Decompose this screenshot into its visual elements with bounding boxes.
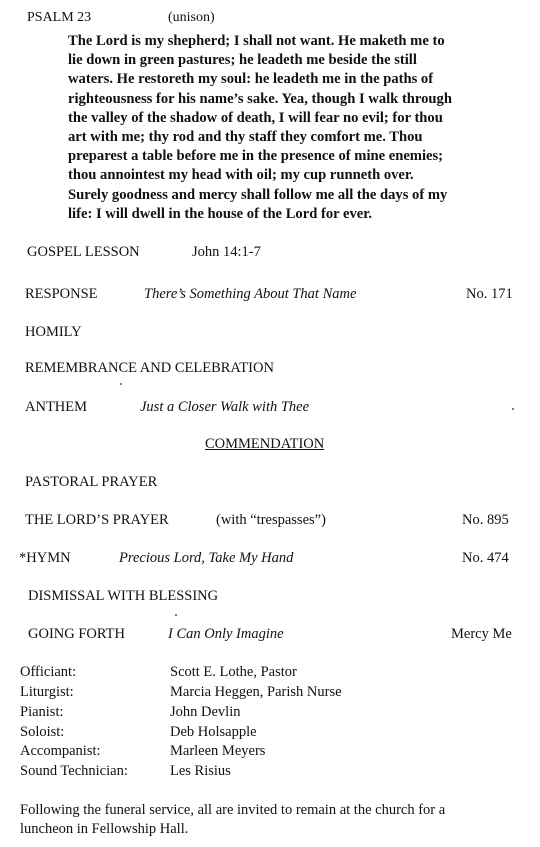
psalm-line: waters. He restoreth my soul: he leadeth me in the paths of [68,71,434,88]
scan-speck [120,383,122,385]
psalm-line: preparest a table before me in the presence of mine enemies; [68,148,444,165]
credit-role: Officiant: [20,664,77,680]
credit-name: Les Risius [170,763,231,779]
response-number: No. 171 [466,286,513,302]
pastoral-prayer-label: PASTORAL PRAYER [25,474,158,490]
closing-line: luncheon in Fellowship Hall. [20,821,189,837]
lords-prayer-note: (with “trespasses”) [216,512,326,528]
scan-speck [175,614,177,616]
anthem-title: Just a Closer Walk with Thee [140,399,310,415]
psalm-line: Surely goodness and mercy shall follow me all the days of my [68,186,448,203]
gospel-lesson-reference: John 14:1-7 [192,244,261,260]
psalm-line: lie down in green pastures; he leadeth me beside the still [68,52,417,69]
psalm-line: art with me; thy rod and thy staff they comfort me. Thou [68,129,423,146]
remembrance-label: REMEMBRANCE AND CELEBRATION [25,360,274,376]
credit-name: John Devlin [170,704,241,720]
psalm-line: thou annointest my head with oil; my cup runneth over. [68,167,414,184]
closing-line: Following the funeral service, all are invited to remain at the church for a [20,802,446,818]
gospel-lesson-label: GOSPEL LESSON [27,244,140,260]
psalm-note: (unison) [168,10,215,25]
response-label: RESPONSE [25,286,98,302]
psalm-line: The Lord is my shepherd; I shall not want. He maketh me to [68,33,445,49]
credit-name: Scott E. Lothe, Pastor [170,664,297,680]
dismissal-label: DISMISSAL WITH BLESSING [28,588,219,604]
homily-label: HOMILY [25,324,82,340]
response-title: There’s Something About That Name [144,286,357,302]
credit-name: Deb Holsapple [170,724,257,740]
hymn-title: Precious Lord, Take My Hand [119,550,294,566]
credit-role: Pianist: [20,704,64,720]
credit-name: Marleen Meyers [170,743,266,759]
closing-note [20,801,535,839]
anthem-label: ANTHEM [25,399,88,415]
going-forth-artist: Mercy Me [451,626,512,642]
credit-role: Soloist: [20,724,65,740]
scan-speck [512,408,514,410]
going-forth-title: I Can Only Imagine [168,626,284,642]
lords-prayer-number: No. 895 [462,512,509,528]
commendation-heading: COMMENDATION [205,436,325,452]
hymn-label: *HYMN [19,550,71,566]
psalm-text [68,32,538,224]
lords-prayer-label: THE LORD’S PRAYER [25,512,169,528]
credit-role: Sound Technician: [20,763,128,779]
credit-role: Accompanist: [20,743,101,759]
psalm-label: PSALM 23 [27,10,92,25]
credit-name: Marcia Heggen, Parish Nurse [170,684,342,700]
hymn-number: No. 474 [462,550,509,566]
going-forth-label: GOING FORTH [28,626,126,642]
credit-role: Liturgist: [20,684,74,700]
psalm-line: righteousness for his name’s sake. Yea, though I walk through [68,90,452,107]
psalm-line: life: I will dwell in the house of the Lord for ever. [68,205,373,222]
psalm-line: the valley of the shadow of death, I will fear no evil; for thou [68,109,443,126]
